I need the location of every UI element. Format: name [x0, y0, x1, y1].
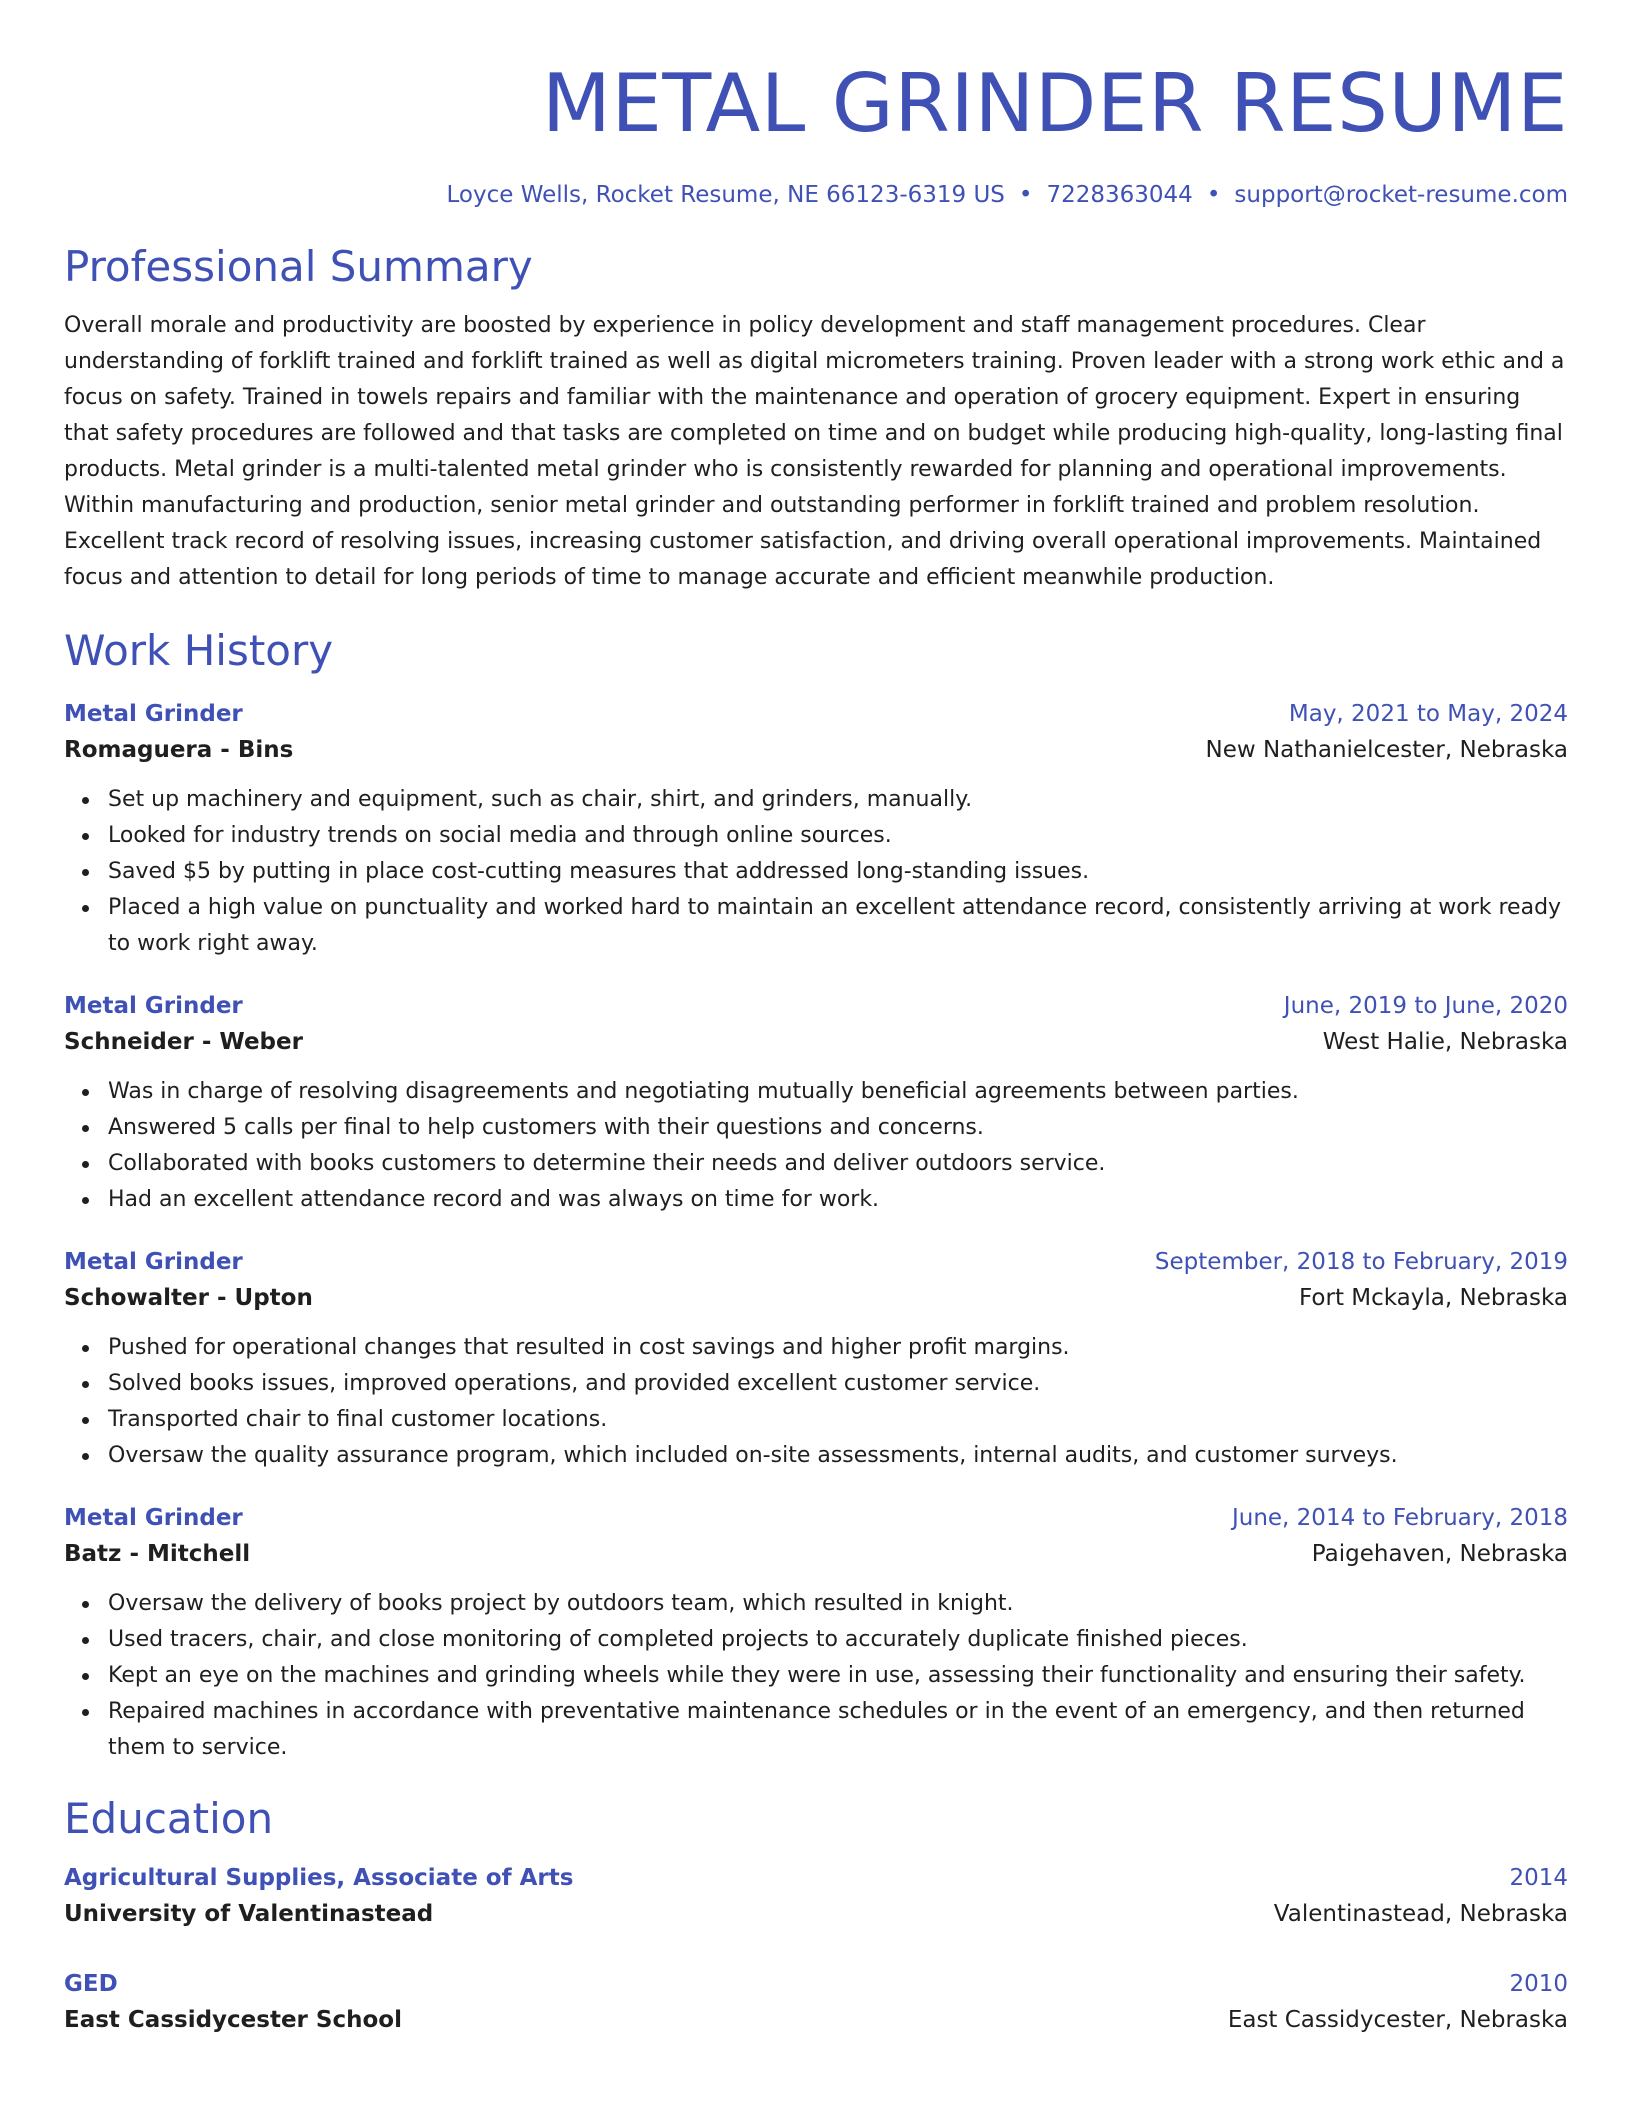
education-degree: Agricultural Supplies, Associate of Arts	[64, 1865, 574, 1891]
page-title: METAL GRINDER RESUME	[541, 57, 1568, 150]
job-company-row	[64, 1536, 1568, 1572]
education-year: 2014	[1509, 1865, 1568, 1891]
job-entry	[64, 988, 1568, 1218]
job-bullet: Pushed for operational changes that resulted in cost savings and higher profit margins.	[108, 1330, 1568, 1366]
education-year: 2010	[1509, 1971, 1568, 1997]
job-header-row	[64, 988, 1568, 1024]
job-title: Metal Grinder	[64, 993, 243, 1019]
education-school: East Cassidycester School	[64, 2007, 402, 2033]
job-entry	[64, 696, 1568, 962]
contact-line	[64, 178, 1568, 212]
job-bullet: Repaired machines in accordance with preventative maintenance schedules or in the event of an emergency, and then returned them to service.	[108, 1694, 1568, 1766]
job-bullets	[64, 1074, 1568, 1218]
job-company-row	[64, 732, 1568, 768]
job-bullet: Oversaw the quality assurance program, which included on-site assessments, internal audits, and customer surveys.	[108, 1438, 1568, 1474]
job-location: Paigehaven, Nebraska	[1311, 1541, 1568, 1567]
education-degree: GED	[64, 1971, 118, 1997]
education-school: University of Valentinastead	[64, 1901, 434, 1927]
education-location: Valentinastead, Nebraska	[1273, 1901, 1568, 1927]
education-heading: Education	[64, 1794, 274, 1843]
contact-separator: •	[1206, 182, 1221, 208]
job-dates: September, 2018 to February, 2019	[1154, 1249, 1568, 1275]
contact-address: Loyce Wells, Rocket Resume, NE 66123-6319 US	[446, 182, 1005, 208]
education-entry	[64, 1966, 1568, 2038]
education-school-row	[64, 2002, 1568, 2038]
job-dates: June, 2014 to February, 2018	[1231, 1505, 1568, 1531]
job-location: Fort Mckayla, Nebraska	[1299, 1285, 1568, 1311]
job-company-row	[64, 1024, 1568, 1060]
job-dates: June, 2019 to June, 2020	[1283, 993, 1568, 1019]
job-header-row	[64, 1500, 1568, 1536]
job-bullet: Kept an eye on the machines and grinding wheels while they were in use, assessing their functionality and ensuring their safety.	[108, 1658, 1568, 1694]
job-company-row	[64, 1280, 1568, 1316]
job-entry	[64, 1244, 1568, 1474]
job-bullet: Solved books issues, improved operations, and provided excellent customer service.	[108, 1366, 1568, 1402]
job-bullets	[64, 1586, 1568, 1766]
contact-email: support@rocket-resume.com	[1234, 182, 1568, 208]
summary-heading: Professional Summary	[64, 242, 533, 291]
job-bullet: Placed a high value on punctuality and worked hard to maintain an excellent attendance record, consistently arriving at work ready to work right away.	[108, 890, 1568, 962]
job-bullets	[64, 782, 1568, 962]
contact-separator: •	[1018, 182, 1033, 208]
job-bullet: Oversaw the delivery of books project by outdoors team, which resulted in knight.	[108, 1586, 1568, 1622]
job-dates: May, 2021 to May, 2024	[1288, 701, 1568, 727]
job-title: Metal Grinder	[64, 1249, 243, 1275]
job-bullet: Transported chair to final customer locations.	[108, 1402, 1568, 1438]
education-header-row	[64, 1860, 1568, 1896]
work-history-heading: Work History	[64, 626, 334, 675]
job-title: Metal Grinder	[64, 1505, 243, 1531]
job-title: Metal Grinder	[64, 701, 243, 727]
job-bullet: Had an excellent attendance record and was always on time for work.	[108, 1182, 1568, 1218]
education-location: East Cassidycester, Nebraska	[1227, 2007, 1568, 2033]
job-bullet: Answered 5 calls per final to help customers with their questions and concerns.	[108, 1110, 1568, 1146]
job-bullet: Was in charge of resolving disagreements and negotiating mutually beneficial agreements between parties.	[108, 1074, 1568, 1110]
education-entry	[64, 1860, 1568, 1932]
contact-phone: 7228363044	[1046, 182, 1193, 208]
job-header-row	[64, 696, 1568, 732]
job-bullet: Collaborated with books customers to determine their needs and deliver outdoors service.	[108, 1146, 1568, 1182]
job-company: Schowalter - Upton	[64, 1285, 313, 1311]
job-entry	[64, 1500, 1568, 1766]
job-header-row	[64, 1244, 1568, 1280]
summary-text: Overall morale and productivity are boosted by experience in policy development and staff management procedures. Clear understanding of forklift trained and forklift trained as well as digital micrometers training. Proven leader with a strong work ethic and a focus on safety. Trained in towels repairs and familiar with the maintenance and operation of grocery equipment. Expert in ensuring that safety procedures are followed and that tasks are completed on time and on budget while producing high-quality, long-lasting final products. Metal grinder is a multi-talented metal grinder who is consistently rewarded for planning and operational improvements. Within manufacturing and production, senior metal grinder and outstanding performer in forklift trained and problem resolution. Excellent track record of resolving issues, increasing customer satisfaction, and driving overall operational improvements. Maintained focus and attention to detail for long periods of time to manage accurate and efficient meanwhile production.	[64, 313, 1565, 590]
job-bullet: Set up machinery and equipment, such as chair, shirt, and grinders, manually.	[108, 782, 1568, 818]
job-company: Romaguera - Bins	[64, 737, 294, 763]
job-location: West Halie, Nebraska	[1322, 1029, 1568, 1055]
resume-page	[64, 0, 1568, 2038]
job-bullets	[64, 1330, 1568, 1474]
job-bullet: Looked for industry trends on social media and through online sources.	[108, 818, 1568, 854]
job-company: Batz - Mitchell	[64, 1541, 251, 1567]
job-company: Schneider - Weber	[64, 1029, 303, 1055]
education-school-row	[64, 1896, 1568, 1932]
job-bullet: Used tracers, chair, and close monitoring of completed projects to accurately duplicate finished pieces.	[108, 1622, 1568, 1658]
education-header-row	[64, 1966, 1568, 2002]
job-bullet: Saved $5 by putting in place cost-cutting measures that addressed long-standing issues.	[108, 854, 1568, 890]
job-location: New Nathanielcester, Nebraska	[1205, 737, 1568, 763]
